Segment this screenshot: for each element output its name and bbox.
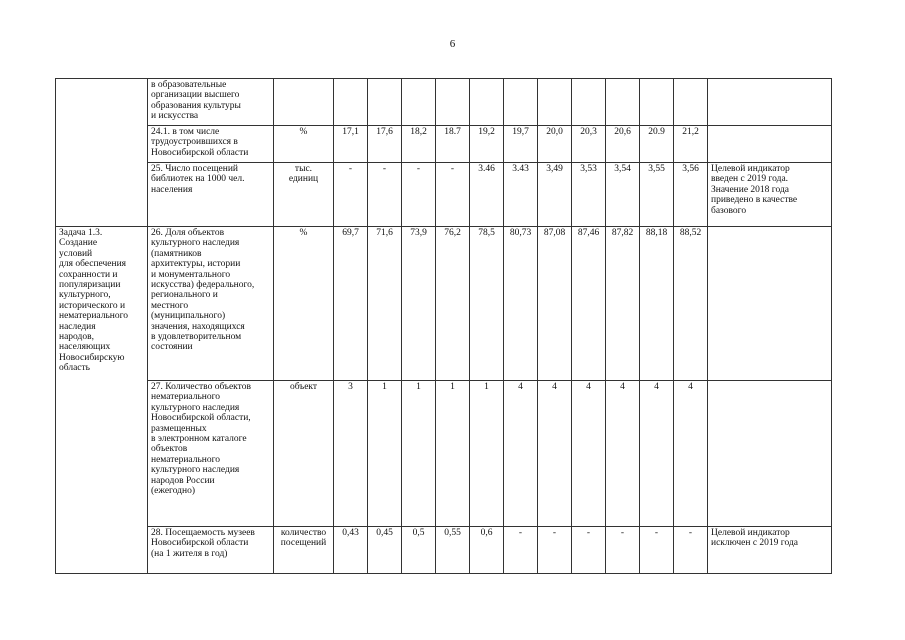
indicator-cell: 28. Посещаемость музеев Новосибирской области (на 1 жителя в год) bbox=[148, 527, 274, 574]
value-cell: - bbox=[402, 163, 436, 227]
table-row bbox=[56, 527, 832, 574]
value-cell: 18.7 bbox=[436, 126, 470, 163]
value-cell: 73,9 bbox=[402, 227, 436, 381]
indicator-cell: в образовательные организации высшего образования культуры и искусства bbox=[148, 79, 274, 126]
value-cell: 71,6 bbox=[368, 227, 402, 381]
table-row bbox=[56, 163, 832, 227]
table-row bbox=[56, 126, 832, 163]
value-cell: 20,0 bbox=[538, 126, 572, 163]
note-cell bbox=[708, 381, 832, 527]
value-cell: 3.46 bbox=[470, 163, 504, 227]
value-cell: 1 bbox=[470, 381, 504, 527]
value-cell bbox=[470, 79, 504, 126]
note-cell bbox=[708, 227, 832, 381]
value-cell: 4 bbox=[674, 381, 708, 527]
value-cell: 3 bbox=[334, 381, 368, 527]
indicator-cell: 27. Количество объектов нематериального культурного наследия Новосибирской области, размещенных в электронном каталоге объектов нематериального культурного наследия народов России (ежегодно) bbox=[148, 381, 274, 527]
indicator-cell: 25. Число посещений библиотек на 1000 чел. населения bbox=[148, 163, 274, 227]
note-cell: Целевой индикатор введен с 2019 года. Значение 2018 года приведено в качестве базового bbox=[708, 163, 832, 227]
value-cell: 4 bbox=[640, 381, 674, 527]
value-cell: 76,2 bbox=[436, 227, 470, 381]
table-row bbox=[56, 227, 832, 381]
indicator-cell: 24.1. в том числе трудоустроившихся в Новосибирской области bbox=[148, 126, 274, 163]
value-cell: 88,18 bbox=[640, 227, 674, 381]
unit-cell: % bbox=[274, 126, 334, 163]
value-cell: - bbox=[334, 163, 368, 227]
value-cell: - bbox=[674, 527, 708, 574]
value-cell bbox=[436, 79, 470, 126]
value-cell: - bbox=[640, 527, 674, 574]
value-cell: 3,49 bbox=[538, 163, 572, 227]
unit-cell: количество посещений bbox=[274, 527, 334, 574]
task-cell: Задача 1.3. Создание условий для обеспечения сохранности и популяризации культурного, исторического и нематериального наследия народов, населяющих Новосибирскую область bbox=[56, 227, 148, 574]
value-cell: 3.43 bbox=[504, 163, 538, 227]
value-cell: 3,54 bbox=[606, 163, 640, 227]
value-cell: 20,3 bbox=[572, 126, 606, 163]
value-cell: 0,43 bbox=[334, 527, 368, 574]
value-cell bbox=[640, 79, 674, 126]
value-cell: 69,7 bbox=[334, 227, 368, 381]
value-cell: 1 bbox=[368, 381, 402, 527]
value-cell: - bbox=[504, 527, 538, 574]
task-cell bbox=[56, 79, 148, 227]
value-cell: 3,53 bbox=[572, 163, 606, 227]
value-cell: 87,08 bbox=[538, 227, 572, 381]
unit-cell: % bbox=[274, 227, 334, 381]
value-cell: - bbox=[606, 527, 640, 574]
value-cell bbox=[572, 79, 606, 126]
unit-cell bbox=[274, 79, 334, 126]
value-cell: 1 bbox=[402, 381, 436, 527]
unit-cell: объект bbox=[274, 381, 334, 527]
value-cell: 18,2 bbox=[402, 126, 436, 163]
value-cell: 87,82 bbox=[606, 227, 640, 381]
value-cell bbox=[402, 79, 436, 126]
value-cell bbox=[674, 79, 708, 126]
value-cell: - bbox=[436, 163, 470, 227]
value-cell bbox=[538, 79, 572, 126]
value-cell: 87,46 bbox=[572, 227, 606, 381]
value-cell: 78,5 bbox=[470, 227, 504, 381]
unit-cell: тыс. единиц bbox=[274, 163, 334, 227]
table-row bbox=[56, 381, 832, 527]
indicator-cell: 26. Доля объектов культурного наследия (памятников архитектуры, истории и монументального искусства) федерального, регионального и местного (муниципального) значения, находящихся в удовлетворительном состоянии bbox=[148, 227, 274, 381]
value-cell: 0,55 bbox=[436, 527, 470, 574]
value-cell: 0,5 bbox=[402, 527, 436, 574]
value-cell: 21,2 bbox=[674, 126, 708, 163]
value-cell: 20,6 bbox=[606, 126, 640, 163]
value-cell: 3,55 bbox=[640, 163, 674, 227]
value-cell: 4 bbox=[572, 381, 606, 527]
value-cell bbox=[504, 79, 538, 126]
value-cell: 0,45 bbox=[368, 527, 402, 574]
value-cell bbox=[334, 79, 368, 126]
value-cell: 1 bbox=[436, 381, 470, 527]
value-cell: - bbox=[368, 163, 402, 227]
page-number: 6 bbox=[449, 38, 456, 50]
value-cell: 4 bbox=[606, 381, 640, 527]
table-row bbox=[56, 79, 832, 126]
value-cell: 17,1 bbox=[334, 126, 368, 163]
value-cell: 19,2 bbox=[470, 126, 504, 163]
value-cell: 3,56 bbox=[674, 163, 708, 227]
value-cell: 17,6 bbox=[368, 126, 402, 163]
value-cell: - bbox=[572, 527, 606, 574]
value-cell: 0,6 bbox=[470, 527, 504, 574]
value-cell: 88,52 bbox=[674, 227, 708, 381]
indicators-table bbox=[55, 78, 832, 574]
value-cell: 4 bbox=[504, 381, 538, 527]
value-cell: 20.9 bbox=[640, 126, 674, 163]
note-cell bbox=[708, 79, 832, 126]
value-cell bbox=[368, 79, 402, 126]
note-cell bbox=[708, 126, 832, 163]
value-cell bbox=[606, 79, 640, 126]
value-cell: - bbox=[538, 527, 572, 574]
value-cell: 80,73 bbox=[504, 227, 538, 381]
note-cell: Целевой индикатор исключен с 2019 года bbox=[708, 527, 832, 574]
value-cell: 19,7 bbox=[504, 126, 538, 163]
value-cell: 4 bbox=[538, 381, 572, 527]
